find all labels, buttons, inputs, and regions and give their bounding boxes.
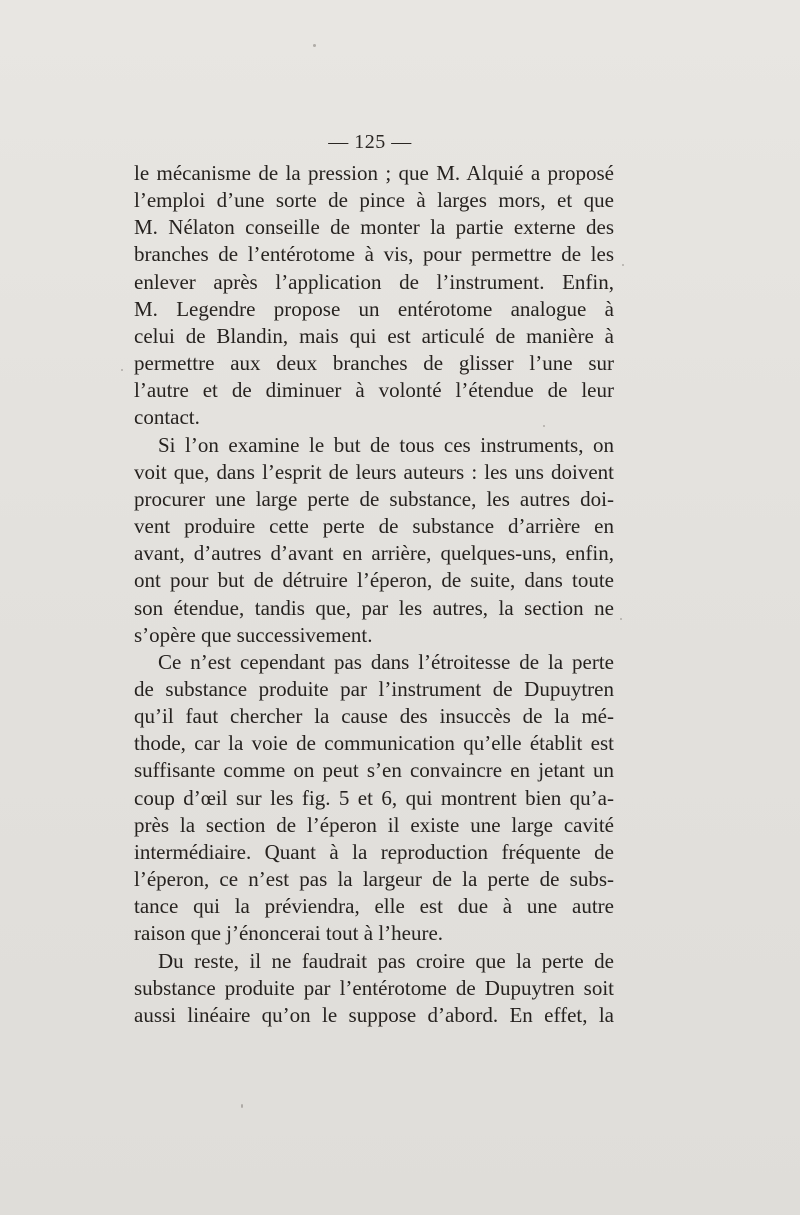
text-line: enlever après l’application de l’instrument. Enfin,	[134, 269, 614, 294]
text-line: permettre aux deux branches de glisser l’une sur	[134, 351, 614, 376]
text-line: voit que, dans l’esprit de leurs auteurs : les uns doivent	[134, 459, 614, 484]
paper-speck	[313, 44, 316, 47]
text-line: près la section de l’éperon il existe une large cavité	[134, 812, 614, 837]
text-line: l’emploi d’une sorte de pince à larges mors, et que	[134, 188, 614, 213]
text-line: thode, car la voie de communication qu’elle établit est	[134, 731, 614, 756]
paper-speck	[622, 264, 624, 266]
page-number: — 125 —	[328, 131, 412, 153]
text-line: raison que j’énoncerai tout à l’heure.	[134, 921, 444, 946]
text-line: le mécanisme de la pression ; que M. Alquié a proposé	[134, 161, 614, 185]
text-line: substance produite par l’entérotome de Dupuytren soit	[134, 975, 614, 1000]
text-line: ont pour but de détruire l’éperon, de suite, dans toute	[134, 568, 614, 593]
text-line: Du reste, il ne faudrait pas croire que la perte de	[158, 948, 614, 973]
paper-speck	[241, 1104, 243, 1108]
text-line: de substance produite par l’instrument de Dupuytren	[134, 676, 614, 701]
text-line: aussi linéaire qu’on le suppose d’abord. En effet, la	[134, 1002, 614, 1027]
text-line: M. Legendre propose un entérotome analogue à	[134, 296, 614, 321]
text-line: tance qui la préviendra, elle est due à une autre	[134, 894, 614, 919]
text-line: qu’il faut chercher la cause des insuccès de la mé-	[134, 704, 614, 729]
paper-speck	[121, 369, 123, 371]
text-line: avant, d’autres d’avant en arrière, quelques-uns, enfin,	[134, 541, 614, 566]
text-line: son étendue, tandis que, par les autres, la section ne	[134, 595, 614, 620]
text-line: l’éperon, ce n’est pas la largeur de la perte de subs-	[134, 867, 614, 892]
text-line: coup d’œil sur les fig. 5 et 6, qui montrent bien qu’a-	[134, 785, 614, 810]
text-line: celui de Blandin, mais qui est articulé de manière à	[134, 323, 614, 348]
paper-speck	[543, 425, 545, 427]
text-line: Ce n’est cependant pas dans l’étroitesse de la perte	[158, 649, 614, 674]
text-line: vent produire cette perte de substance d’arrière en	[134, 514, 614, 539]
text-line: contact.	[134, 405, 200, 430]
text-line: s’opère que successivement.	[134, 622, 373, 647]
text-line: suffisante comme on peut s’en convaincre en jetant un	[134, 758, 614, 783]
text-line: branches de l’entérotome à vis, pour permettre de les	[134, 242, 614, 267]
body-text	[134, 160, 614, 1029]
text-line: M. Nélaton conseille de monter la partie externe des	[134, 215, 614, 240]
text-line: Si l’on examine le but de tous ces instruments, on	[158, 432, 614, 457]
text-line: intermédiaire. Quant à la reproduction fréquente de	[134, 839, 614, 864]
paper-speck	[620, 618, 622, 620]
text-line: l’autre et de diminuer à volonté l’étendue de leur	[134, 378, 614, 403]
text-line: procurer une large perte de substance, les autres doi-	[134, 486, 614, 511]
